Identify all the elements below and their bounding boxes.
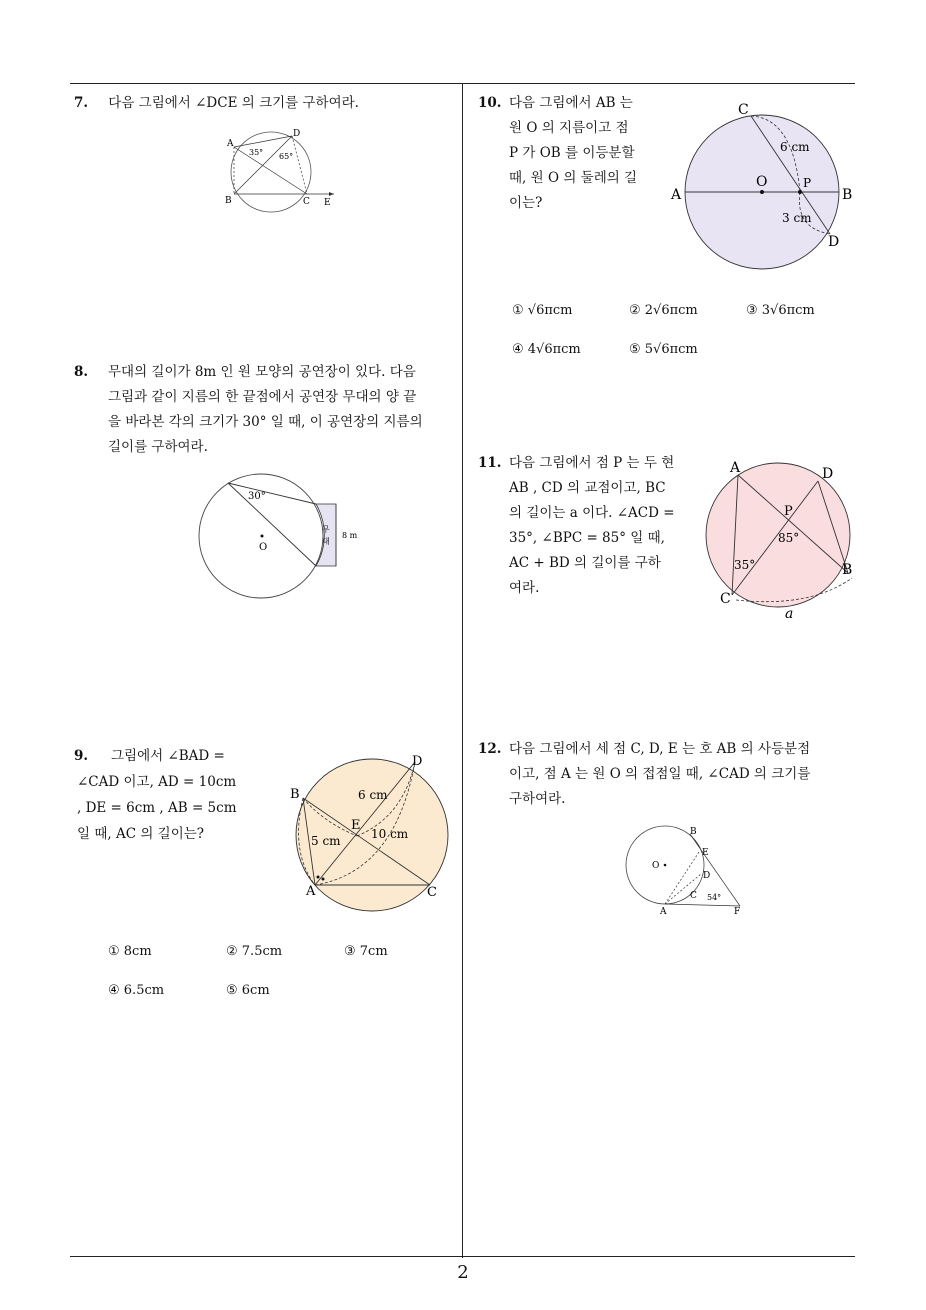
text-line: 때, 원 O 의 둘레의 길 [509, 170, 638, 186]
label-c: C [738, 102, 749, 118]
label-a: A [730, 460, 741, 476]
figure-7 [222, 126, 342, 216]
label-e: E [702, 848, 709, 858]
label-e: E [324, 198, 331, 208]
choice-3[interactable]: ③ 3√6πcm [746, 303, 815, 318]
problem-number: 10. [478, 95, 502, 111]
figure-10 [670, 98, 860, 273]
text-line: 그림과 같이 지름의 한 끝점에서 공연장 무대의 양 끝 [108, 389, 417, 405]
page-number: 2 [457, 1262, 469, 1283]
label-d: D [828, 234, 840, 250]
figure-12 [620, 822, 750, 917]
label-c: C [427, 885, 437, 900]
problem-text: 다음 그림에서 ∠DCE 의 크기를 구하여라. [108, 95, 359, 111]
angle-35: 35° [249, 148, 264, 157]
problem-8 [74, 360, 459, 460]
bottom-rule [70, 1256, 855, 1257]
problem-number: 11. [478, 455, 502, 471]
choice-2[interactable]: ② 7.5cm [226, 944, 283, 959]
choice-3[interactable]: ③ 7cm [344, 944, 388, 959]
stage-label-1: 무 [322, 525, 330, 534]
problem-number: 8. [74, 364, 89, 380]
label-b: B [225, 196, 232, 206]
label-o: O [756, 174, 768, 190]
label-a: A [660, 907, 667, 917]
text-line: 35°, ∠BPC = 85° 일 때, [509, 530, 665, 546]
arc-label-a: a [785, 606, 794, 622]
label-d: D [822, 466, 834, 482]
text-line: 의 길이는 a 이다. ∠ACD = [509, 505, 675, 521]
angle-54: 54° [707, 893, 722, 902]
choice-5[interactable]: ⑤ 6cm [226, 983, 270, 998]
figure-9 [285, 752, 445, 912]
problem-number: 9. [74, 748, 89, 764]
label-b: B [290, 787, 300, 802]
text-line: 다음 그림에서 점 P 는 두 현 [509, 455, 675, 471]
circle [231, 132, 311, 212]
text-line: ∠CAD 이고, AD = 10cm [77, 774, 237, 790]
text-line: AC + BD 의 길이를 구하 [509, 555, 661, 571]
problem-9 [74, 743, 284, 847]
text-line: 길이를 구하여라. [108, 439, 208, 455]
column-divider [462, 83, 463, 1258]
label-c: C [690, 891, 697, 901]
choice-5[interactable]: ⑤ 5√6πcm [629, 342, 698, 357]
text-line: 이고, 점 A 는 원 O 의 접점일 때, ∠CAD 의 크기를 [509, 766, 811, 782]
figure-11 [700, 458, 865, 623]
label-a: A [306, 884, 316, 899]
text-line: 일 때, AC 의 길이는? [77, 826, 205, 842]
problem-number: 7. [74, 95, 89, 111]
text-line: 을 바라본 각의 크기가 30° 일 때, 이 공연장의 지름의 [108, 414, 423, 430]
choice-2[interactable]: ② 2√6πcm [629, 303, 698, 318]
choice-4[interactable]: ④ 4√6πcm [512, 342, 581, 357]
length-de: 6 cm [358, 788, 388, 802]
text-line: 그림에서 ∠BAD = [111, 748, 225, 764]
label-d: D [293, 129, 301, 139]
label-c: C [720, 591, 731, 607]
label-d: D [703, 871, 711, 881]
text-line: , DE = 6cm , AB = 5cm [77, 800, 237, 816]
choice-4[interactable]: ④ 6.5cm [108, 983, 165, 998]
label-d: D [412, 754, 423, 769]
label-o: O [652, 861, 660, 871]
problem-7 [74, 91, 454, 116]
text-line: 구하여라. [509, 791, 566, 807]
length-ab: 5 cm [311, 834, 341, 848]
angle-65: 65° [279, 152, 294, 161]
label-a: A [227, 139, 234, 149]
label-b: B [842, 562, 853, 578]
label-o: O [259, 542, 268, 553]
text-line: 여라. [509, 580, 540, 596]
problem-11 [478, 451, 690, 601]
text-line: 다음 그림에서 AB 는 [509, 95, 633, 111]
label-b: B [690, 827, 697, 837]
length-ae: 10 cm [371, 827, 409, 841]
length-cp: 6 cm [780, 140, 810, 154]
text-line: 이는? [509, 195, 543, 211]
label-c: C [303, 197, 310, 207]
label-e: E [351, 818, 361, 833]
length-8m: 8 m [342, 531, 358, 540]
length-pd: 3 cm [782, 211, 812, 225]
label-b: B [842, 187, 853, 203]
text-line: P 가 OB 를 이등분할 [509, 145, 635, 161]
label-f: F [734, 907, 741, 917]
figure-8 [198, 474, 368, 604]
label-a: A [671, 187, 682, 203]
text-line: 다음 그림에서 세 점 C, D, E 는 호 AB 의 사등분점 [509, 741, 811, 757]
text-line: AB , CD 의 교점이고, BC [509, 480, 666, 496]
choice-1[interactable]: ① √6πcm [512, 303, 573, 318]
choice-1[interactable]: ① 8cm [108, 944, 152, 959]
text-line: 무대의 길이가 8m 인 원 모양의 공연장이 있다. 다음 [108, 364, 416, 380]
label-p: P [784, 504, 793, 519]
label-p: P [803, 176, 812, 190]
angle-30: 30° [248, 491, 266, 502]
angle-85: 85° [778, 531, 800, 545]
problem-number: 12. [478, 741, 502, 757]
angle-35: 35° [734, 558, 756, 572]
stage-label-2: 대 [322, 537, 330, 546]
text-line: 원 O 의 지름이고 점 [509, 120, 629, 136]
problem-10 [478, 91, 668, 216]
problem-12 [478, 737, 863, 812]
